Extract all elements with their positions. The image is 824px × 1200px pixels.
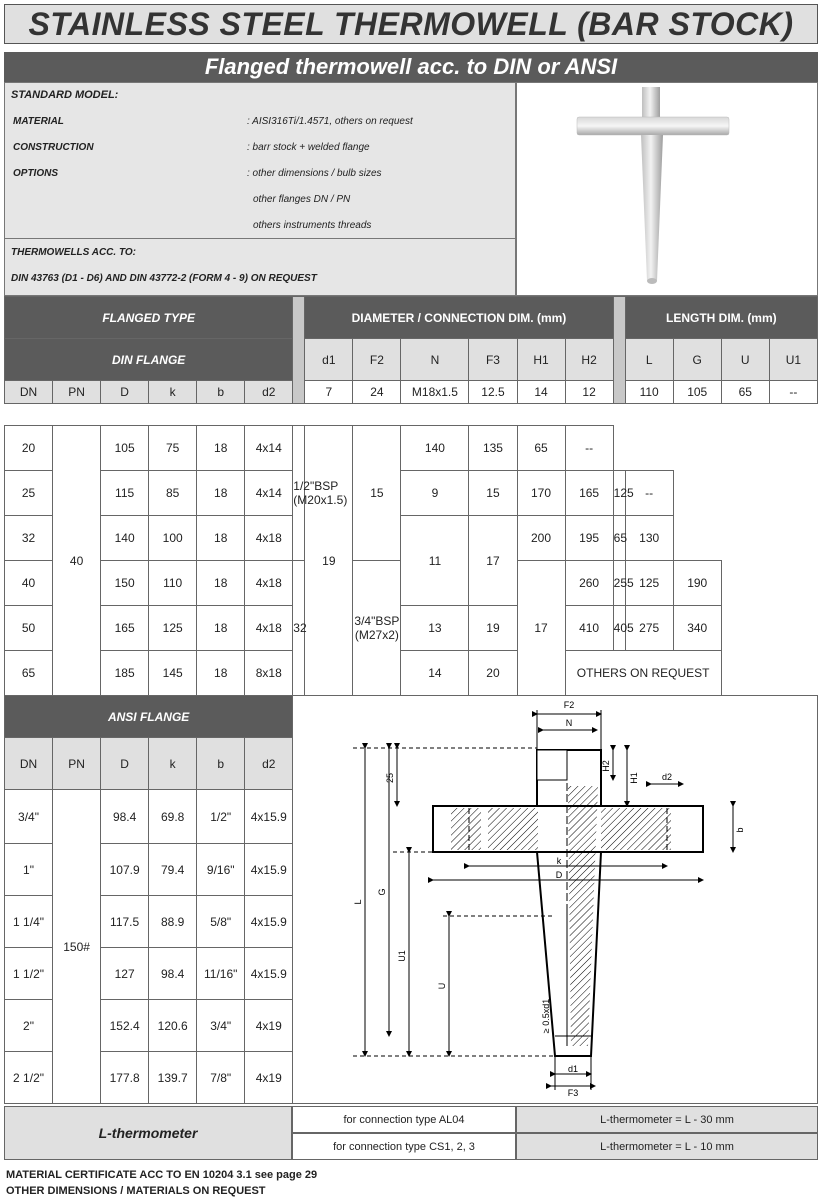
d1-cell: 11 <box>401 516 469 606</box>
din-pn-cell: 40 <box>53 426 101 696</box>
ansi-b-cell: 3/4" <box>197 1000 245 1052</box>
technical-drawing <box>293 696 818 1104</box>
ansi-dn-cell: 2 1/2" <box>5 1052 53 1104</box>
connection-cs: for connection type CS1, 2, 3 <box>292 1133 516 1160</box>
label-h2: H2 <box>601 760 612 772</box>
h2-cell: 15 <box>353 426 401 561</box>
ansi-b-cell: 5/8" <box>197 896 245 948</box>
ansi-col-pn: PN <box>53 738 101 790</box>
construction-label: CONSTRUCTION <box>13 142 94 153</box>
label-f3: F3 <box>568 1088 579 1098</box>
material-label: MATERIAL <box>13 116 64 127</box>
h1-cell: 14 <box>517 381 565 404</box>
ansi-d2-cell: 4x15.9 <box>245 896 293 948</box>
l-thermometer-label: L-thermometer <box>4 1106 292 1160</box>
col-header-g: G <box>673 339 721 381</box>
label-k: k <box>557 856 562 866</box>
length-g: 195 <box>565 516 613 561</box>
din-d-cell: 140 <box>101 516 149 561</box>
din-d-cell: 105 <box>101 426 149 471</box>
din-standard-note: DIN 43763 (D1 - D6) AND DIN 43772-2 (FORM 4 - 9) ON REQUEST <box>11 273 317 284</box>
col-header-h1: H1 <box>517 339 565 381</box>
ansi-d-cell: 117.5 <box>101 896 149 948</box>
h2-cell: 17 <box>517 561 565 696</box>
din-col-k: k <box>149 381 197 404</box>
n-cell: M18x1.5 <box>401 381 469 404</box>
col-header-l: L <box>625 339 673 381</box>
length-l: 170 <box>517 471 565 516</box>
length-l: 140 <box>401 426 469 471</box>
din-d2-cell: 4x14 <box>245 471 293 516</box>
label-f2: F2 <box>564 700 575 710</box>
options-value-3: others instruments threads <box>253 220 372 231</box>
length-u: 275 <box>625 606 673 651</box>
f2-cell: 24 <box>353 381 401 404</box>
label-u: U <box>437 982 448 990</box>
length-u: 125 <box>625 561 673 606</box>
ansi-col-b: b <box>197 738 245 790</box>
din-d-cell: 115 <box>101 471 149 516</box>
din-k-cell: 85 <box>149 471 197 516</box>
f3-cell: 12.5 <box>469 381 517 404</box>
label-d1: d1 <box>568 1064 579 1074</box>
l-thermometer-block <box>4 1106 818 1160</box>
options-value-1: : other dimensions / bulb sizes <box>247 168 382 179</box>
ansi-col-d2: d2 <box>245 738 293 790</box>
page-title: STAINLESS STEEL THERMOWELL (BAR STOCK) <box>4 4 818 44</box>
thermowells-acc-label: THERMOWELLS ACC. TO: <box>11 247 136 258</box>
f3-cell: 15 <box>469 471 517 516</box>
col-header-f2: F2 <box>353 339 401 381</box>
din-col-d2: d2 <box>245 381 293 404</box>
length-u: 65 <box>613 516 625 561</box>
length-u1: 130 <box>625 516 673 561</box>
ansi-k-cell: 88.9 <box>149 896 197 948</box>
label-25: 25 <box>385 772 396 784</box>
col-header-f3: F3 <box>469 339 517 381</box>
din-k-cell: 145 <box>149 651 197 696</box>
length-l: 110 <box>625 381 673 404</box>
label-d2: d2 <box>662 772 673 782</box>
certificate-page: 29 <box>304 1169 318 1181</box>
length-g: 405 <box>613 606 625 651</box>
construction-value: : barr stock + welded flange <box>247 142 370 153</box>
other-dimensions-note: OTHER DIMENSIONS / MATERIALS ON REQUEST <box>6 1185 266 1197</box>
label-g: G <box>377 888 388 896</box>
din-k-cell: 110 <box>149 561 197 606</box>
standard-model-heading: STANDARD MODEL: <box>11 89 119 101</box>
col-header-d1: d1 <box>305 339 353 381</box>
length-u: 65 <box>517 426 565 471</box>
connection-al04: for connection type AL04 <box>292 1106 516 1133</box>
din-d2-cell: 8x18 <box>245 651 293 696</box>
ansi-d2-cell: 4x15.9 <box>245 790 293 844</box>
label-b: b <box>735 827 746 833</box>
ansi-col-dn: DN <box>5 738 53 790</box>
din-b-cell: 18 <box>197 516 245 561</box>
f2-cell: 32 <box>293 561 305 696</box>
din-col-dn: DN <box>5 381 53 404</box>
din-dn-cell: 65 <box>5 651 53 696</box>
din-b-cell: 18 <box>197 471 245 516</box>
ansi-b-cell: 9/16" <box>197 844 245 896</box>
din-col-d: D <box>101 381 149 404</box>
din-flange-header: DIN FLANGE <box>5 339 293 381</box>
ansi-col-k: k <box>149 738 197 790</box>
certificate-text: MATERIAL CERTIFICATE ACC TO EN 10204 3.1 see page <box>6 1169 305 1181</box>
ansi-d-cell: 98.4 <box>101 790 149 844</box>
ansi-flange-header: ANSI FLANGE <box>5 696 293 738</box>
d1-cell: 7 <box>305 381 353 404</box>
ansi-d2-cell: 4x15.9 <box>245 844 293 896</box>
spec-panel <box>4 82 516 296</box>
thermowell-photo-image <box>517 83 817 295</box>
l-thermometer-cs-value: L-thermometer = L - 10 mm <box>516 1133 818 1160</box>
col-header-u: U <box>721 339 769 381</box>
length-l: 260 <box>565 561 613 606</box>
ansi-col-d: D <box>101 738 149 790</box>
din-d2-cell: 4x14 <box>245 426 293 471</box>
din-col-b: b <box>197 381 245 404</box>
ansi-dn-cell: 2" <box>5 1000 53 1052</box>
din-d2-cell: 4x18 <box>245 516 293 561</box>
length-g: 105 <box>673 381 721 404</box>
length-g: 255 <box>613 561 625 606</box>
length-g: 165 <box>565 471 613 516</box>
ansi-k-cell: 98.4 <box>149 948 197 1000</box>
others-on-request: OTHERS ON REQUEST <box>565 651 721 696</box>
length-u1: -- <box>769 381 817 404</box>
ansi-d-cell: 107.9 <box>101 844 149 896</box>
ansi-k-cell: 69.8 <box>149 790 197 844</box>
ansi-b-cell: 11/16" <box>197 948 245 1000</box>
label-u1: U1 <box>397 950 408 962</box>
product-photo <box>516 82 818 296</box>
label-l: L <box>353 899 364 905</box>
length-l: 410 <box>565 606 613 651</box>
length-u: 65 <box>721 381 769 404</box>
din-d2-cell: 4x18 <box>245 606 293 651</box>
dimension-table <box>4 296 818 1104</box>
din-dn-cell: 25 <box>5 471 53 516</box>
length-u1: -- <box>625 471 673 516</box>
ansi-d-cell: 177.8 <box>101 1052 149 1104</box>
ansi-k-cell: 120.6 <box>149 1000 197 1052</box>
column-gap-1 <box>293 297 305 404</box>
ansi-d2-cell: 4x19 <box>245 1000 293 1052</box>
ansi-k-cell: 79.4 <box>149 844 197 896</box>
material-value: : AISI316Ti/1.4571, others on request <box>247 116 413 127</box>
length-u1: -- <box>565 426 613 471</box>
thermowell-drawing <box>293 696 817 1100</box>
spec-divider <box>5 238 515 239</box>
ansi-dn-cell: 1 1/4" <box>5 896 53 948</box>
l-thermometer-al04-value: L-thermometer = L - 30 mm <box>516 1106 818 1133</box>
h1-cell: 19 <box>305 426 353 696</box>
ansi-dn-cell: 3/4" <box>5 790 53 844</box>
din-col-pn: PN <box>53 381 101 404</box>
din-k-cell: 75 <box>149 426 197 471</box>
ansi-d2-cell: 4x15.9 <box>245 948 293 1000</box>
ansi-b-cell: 7/8" <box>197 1052 245 1104</box>
d1-cell: 9 <box>401 471 469 516</box>
col-header-u1: U1 <box>769 339 817 381</box>
din-k-cell: 100 <box>149 516 197 561</box>
din-b-cell: 18 <box>197 606 245 651</box>
h2-cell: 12 <box>565 381 613 404</box>
flanged-type-header: FLANGED TYPE <box>5 297 293 339</box>
length-l: 200 <box>517 516 565 561</box>
din-dn-cell: 20 <box>5 426 53 471</box>
din-k-cell: 125 <box>149 606 197 651</box>
d1-cell: 13 <box>401 606 469 651</box>
n-cell: 1/2"BSP (M20x1.5) <box>293 426 305 561</box>
din-dn-cell: 32 <box>5 516 53 561</box>
ansi-d-cell: 127 <box>101 948 149 1000</box>
length-u1: 340 <box>673 606 721 651</box>
length-u: 125 <box>613 471 625 516</box>
f3-cell: 17 <box>469 516 517 606</box>
page-subtitle: Flanged thermowell acc. to DIN or ANSI <box>4 52 818 82</box>
length-header: LENGTH DIM. (mm) <box>625 297 817 339</box>
ansi-dn-cell: 1 1/2" <box>5 948 53 1000</box>
f3-cell: 20 <box>469 651 517 696</box>
din-b-cell: 18 <box>197 426 245 471</box>
ansi-d2-cell: 4x19 <box>245 1052 293 1104</box>
label-d: D <box>556 870 563 880</box>
ansi-d-cell: 152.4 <box>101 1000 149 1052</box>
ansi-pn-cell: 150# <box>53 790 101 1104</box>
d1-cell: 14 <box>401 651 469 696</box>
n-cell: 3/4"BSP (M27x2) <box>353 561 401 696</box>
din-d-cell: 165 <box>101 606 149 651</box>
din-b-cell: 18 <box>197 651 245 696</box>
col-header-n: N <box>401 339 469 381</box>
ansi-dn-cell: 1" <box>5 844 53 896</box>
f3-cell: 19 <box>469 606 517 651</box>
din-d-cell: 185 <box>101 651 149 696</box>
diameter-header: DIAMETER / CONNECTION DIM. (mm) <box>305 297 613 339</box>
length-u1: 190 <box>673 561 721 606</box>
options-label: OPTIONS <box>13 168 59 179</box>
din-dn-cell: 40 <box>5 561 53 606</box>
din-b-cell: 18 <box>197 561 245 606</box>
column-gap-2 <box>613 297 625 404</box>
col-header-h2: H2 <box>565 339 613 381</box>
din-d-cell: 150 <box>101 561 149 606</box>
certificate-note <box>6 1169 317 1181</box>
label-n: N <box>566 718 573 728</box>
options-value-2: other flanges DN / PN <box>253 194 351 205</box>
length-g: 135 <box>469 426 517 471</box>
dimension-tables <box>4 296 818 1106</box>
din-d2-cell: 4x18 <box>245 561 293 606</box>
label-d1note: ≥ 0.5xd1 <box>541 998 552 1034</box>
din-dn-cell: 50 <box>5 606 53 651</box>
ansi-b-cell: 1/2" <box>197 790 245 844</box>
ansi-k-cell: 139.7 <box>149 1052 197 1104</box>
label-h1: H1 <box>629 772 640 784</box>
